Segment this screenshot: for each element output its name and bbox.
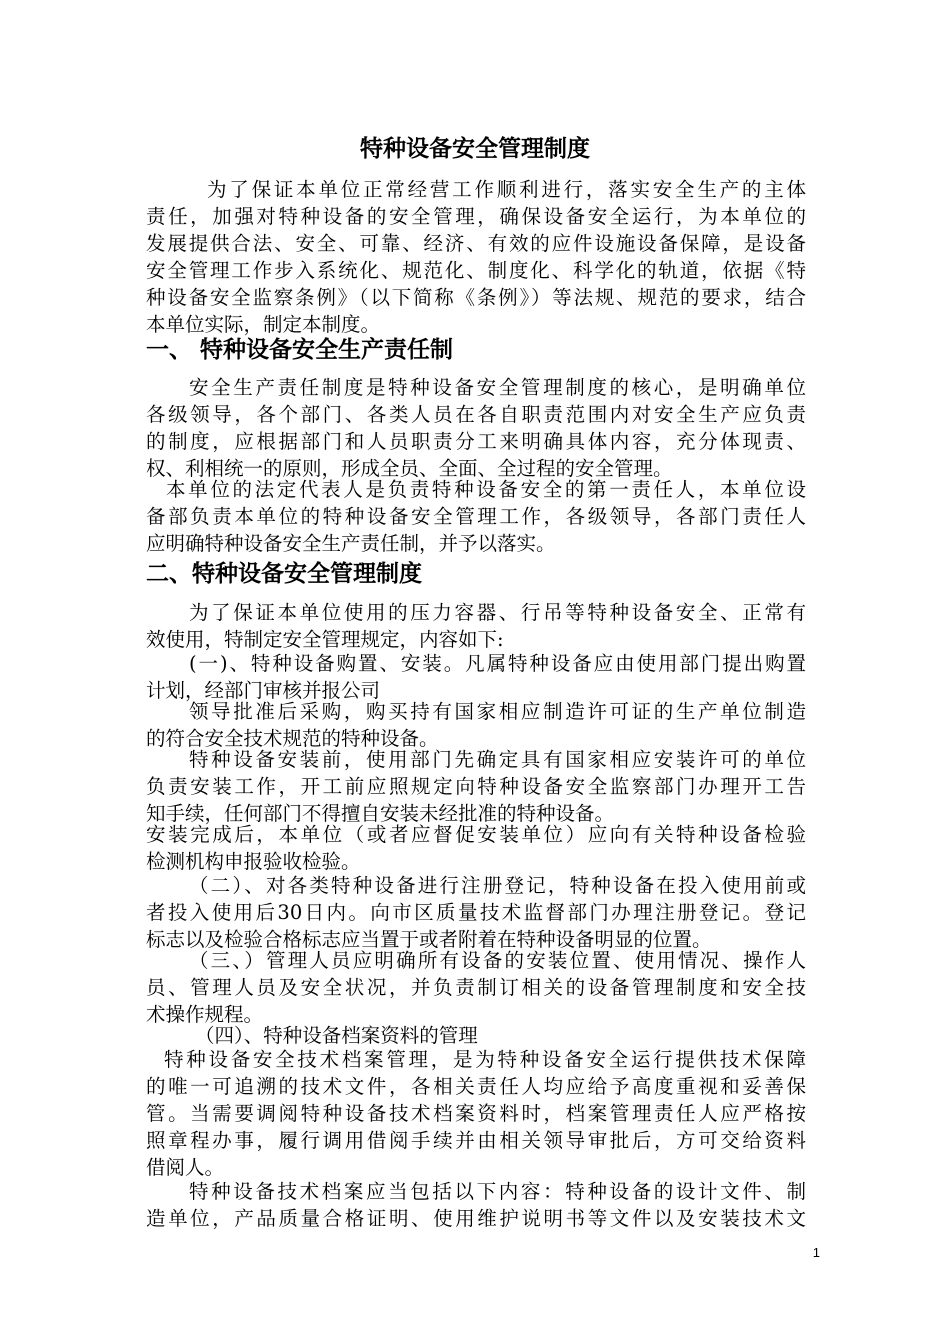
paragraph-line: 检测机构申报验收检验。: [146, 850, 361, 873]
paragraph-line: 本单位实际，制定本制度。: [146, 313, 381, 336]
paragraph-line: 发展提供合法、安全、可靠、经济、有效的应件设施设备保障，是设备: [146, 232, 806, 255]
paragraph-line: 领导批准后采购，购买持有国家相应制造许可证的生产单位制造: [189, 700, 806, 723]
section-heading: 二、特种设备安全管理制度: [146, 560, 422, 587]
paragraph-line: 标志以及检验合格标志应当置于或者附着在特种设备明显的位置。: [146, 928, 712, 951]
document-title: 特种设备安全管理制度: [360, 135, 590, 162]
paragraph-line: 的制度，应根据部门和人员职责分工来明确具体内容，充分体现责、: [146, 430, 806, 453]
paragraph-line: 术操作规程。: [146, 1003, 264, 1026]
paragraph-line: 特种设备安全技术档案管理，是为特种设备安全运行提供技术保障: [164, 1048, 806, 1071]
page-number: 1: [812, 1245, 820, 1260]
paragraph-line: 安全管理工作步入系统化、规范化、制度化、科学化的轨道，依据《特: [146, 259, 806, 282]
paragraph-line: 员、管理人员及安全状况，并负责制订相关的设备管理制度和安全技: [146, 976, 806, 999]
paragraph-line: 者投入使用后30日内。向市区质量技术监督部门办理注册登记。登记: [146, 901, 806, 924]
paragraph-line: 的唯一可追溯的技术文件，各相关责任人均应给予高度重视和妥善保: [146, 1075, 806, 1098]
paragraph-line: 为了保证本单位使用的压力容器、行吊等特种设备安全、正常有: [189, 601, 806, 624]
subsection-heading: （四）、特种设备档案资料的管理: [195, 1024, 478, 1047]
paragraph-line: 照章程办事，履行调用借阅手续并由相关领导审批后，方可交给资料: [146, 1129, 806, 1152]
paragraph-line: 安装完成后，本单位（或者应督促安装单位）应向有关特种设备检验: [146, 823, 806, 846]
paragraph-line: 为了保证本单位正常经营工作顺利进行，落实安全生产的主体: [207, 178, 806, 201]
paragraph-line: 权、利相统一的原则，形成全员、全面、全过程的安全管理。: [146, 457, 673, 480]
paragraph-line: 知手续，任何部门不得擅自安装未经批准的特种设备。: [146, 802, 615, 825]
paragraph-line: 特种设备技术档案应当包括以下内容：特种设备的设计文件、制: [189, 1180, 806, 1203]
paragraph-line: 各级领导，各个部门、各类人员在各自职责范围内对安全生产应负责: [146, 403, 806, 426]
paragraph-line: 造单位，产品质量合格证明、使用维护说明书等文件以及安装技术文: [146, 1207, 806, 1230]
paragraph-line: 效使用，特制定安全管理规定，内容如下:: [146, 628, 504, 651]
paragraph-line: 备部负责本单位的特种设备安全管理工作，各级领导，各部门责任人: [146, 505, 806, 528]
paragraph-line: 计划，经部门审核并报公司: [146, 679, 381, 702]
paragraph-line: 本单位的法定代表人是负责特种设备安全的第一责任人，本单位设: [166, 478, 806, 501]
paragraph-line: 负责安装工作，开工前应照规定向特种设备安全监察部门办理开工告: [146, 775, 806, 798]
paragraph-line: 借阅人。: [146, 1156, 225, 1179]
paragraph-line: (一)、特种设备购置、安装。凡属特种设备应由使用部门提出购置: [189, 652, 806, 675]
paragraph-line: 种设备安全监察条例》（以下简称《条例》）等法规、规范的要求，结合: [146, 286, 806, 309]
paragraph-line: 安全生产责任制度是特种设备安全管理制度的核心，是明确单位: [189, 376, 806, 399]
paragraph-line: 管。当需要调阅特种设备技术档案资料时，档案管理责任人应严格按: [146, 1102, 806, 1125]
paragraph-line: （二）、对各类特种设备进行注册登记，特种设备在投入使用前或: [189, 874, 806, 897]
paragraph-line: 的符合安全技术规范的特种设备。: [146, 727, 439, 750]
paragraph-line: （三、）管理人员应明确所有设备的安装位置、使用情况、操作人: [189, 949, 806, 972]
section-heading: 一、 特种设备安全生产责任制: [146, 336, 454, 363]
paragraph-line: 特种设备安装前，使用部门先确定具有国家相应安装许可的单位: [189, 748, 806, 771]
paragraph-line: 责任，加强对特种设备的安全管理，确保设备安全运行，为本单位的: [146, 205, 806, 228]
paragraph-line: 应明确特种设备安全生产责任制，并予以落实。: [146, 532, 556, 555]
